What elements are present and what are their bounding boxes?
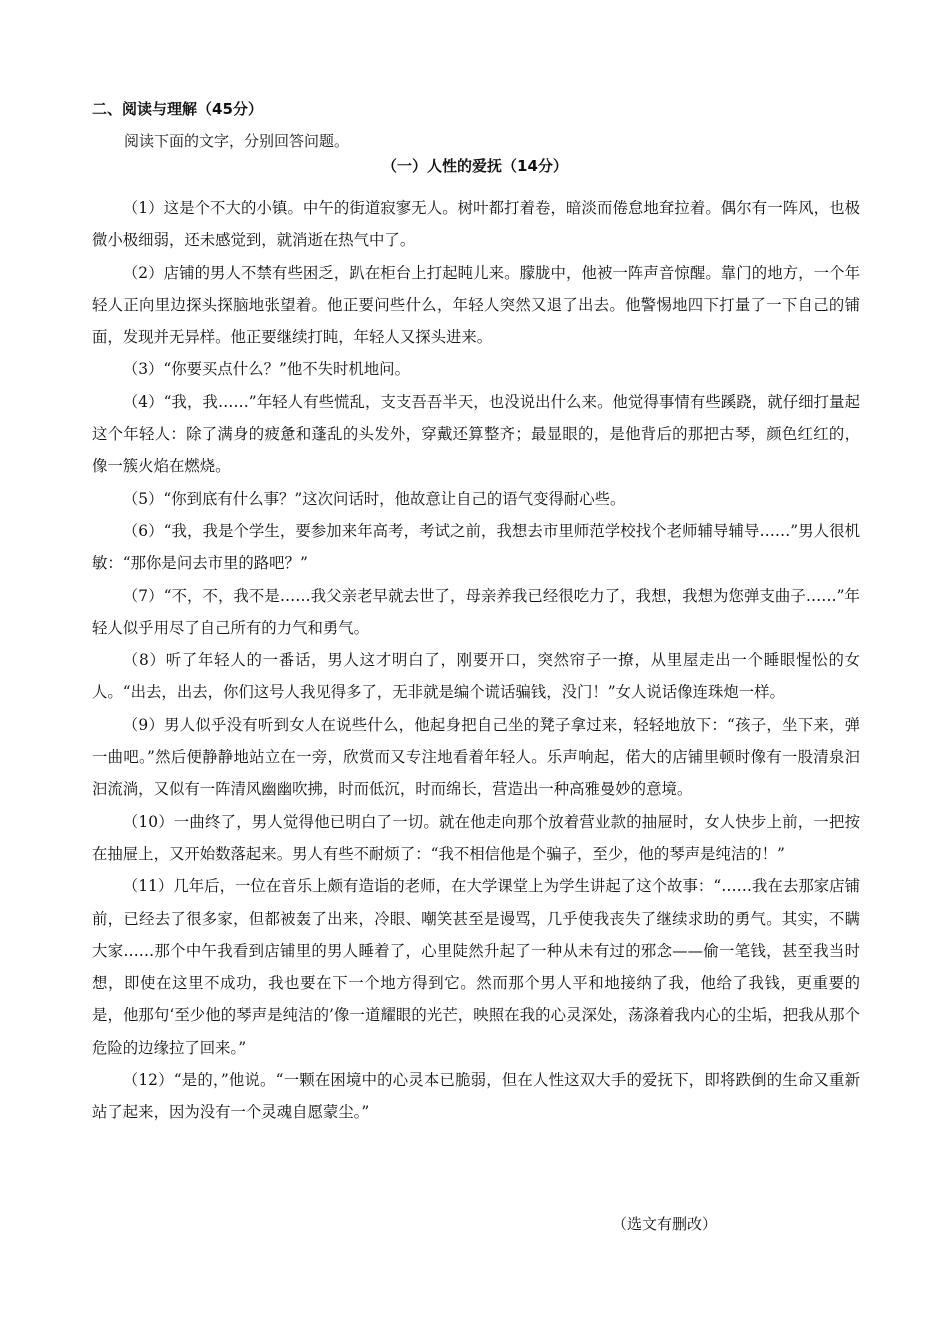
paragraph-10: （10）一曲终了，男人觉得他已明白了一切。就在他走向那个放着营业款的抽屉时，女人快步上前，一把按在抽屉上，又开始数落起来。男人有些不耐烦了：“我不相信他是个骗子，至少，他的琴声是纯洁的！” [92, 812, 860, 863]
paragraph-5: （5）“你到底有什么事？”这次问话时，他故意让自己的语气变得耐心些。 [122, 489, 626, 508]
paragraph-2: （2）店铺的男人不禁有些困乏，趴在柜台上打起盹儿来。朦胧中，他被一阵声音惊醒。靠门的地方，一个年轻人正向里边探头探脑地张望着。他正要问些什么，年轻人突然又退了出去。他警惕地四下打量了一下自己的铺面，发现并无异样。他正要继续打盹，年轻人又探头进来。 [92, 263, 860, 347]
article-body [92, 192, 860, 1129]
paragraph-4: （4）“我，我……”年轻人有些慌乱，支支吾吾半天，也没说出什么来。他觉得事情有些蹊跷，就仔细打量起这个年轻人：除了满身的疲惫和蓬乱的头发外，穿戴还算整齐；最显眼的，是他背后的那把古琴，颜色红红的，像一簇火焰在燃烧。 [92, 392, 860, 476]
section-heading: 二、阅读与理解（45分） [92, 100, 263, 118]
paragraph-8: （8）听了年轻人的一番话，男人这才明白了，刚要开口，突然帘子一撩，从里屋走出一个睡眼惺忪的女人。“出去，出去，你们这号人我见得多了，无非就是编个谎话骗钱，没门！”女人说话像连珠炮一样。 [92, 651, 860, 702]
paragraph-7: （7）“不，不，我不是……我父亲老早就去世了，母亲养我已经很吃力了，我想，我想为您弹支曲子……”年轻人似乎用尽了自己所有的力气和勇气。 [92, 586, 860, 637]
paragraph-12: （12）“是的，”他说。“一颗在困境中的心灵本已脆弱，但在人性这双大手的爱抚下，即将跌倒的生命又重新站了起来，因为没有一个灵魂自愿蒙尘。” [92, 1071, 860, 1122]
paragraph-11: （11）几年后，一位在音乐上颇有造诣的老师，在大学课堂上为学生讲起了这个故事：“……我在去那家店铺前，已经去了很多家，但都被轰了出来，冷眼、嘲笑甚至是谩骂，几乎使我丧失了继续求助的勇气。其实，不瞒大家……那个中午我看到店铺里的男人睡着了，心里陡然升起了一种从未有过的邪念——偷一笔钱，甚至我当时想，即使在这里不成功，我也要在下一个地方得到它。然而那个男人平和地接纳了我，他给了我钱，更重要的是，他那句‘至少他的琴声是纯洁的’像一道耀眼的光芒，映照在我的心灵深处，荡涤着我内心的尘垢，把我从那个危险的边缘拉了回来。” [92, 877, 860, 1057]
paragraph-1: （1）这是个不大的小镇。中午的街道寂寥无人。树叶都打着卷，暗淡而倦怠地耷拉着。偶尔有一阵风，也极微小极细弱，还未感觉到，就消逝在热气中了。 [92, 199, 860, 250]
paragraph-3: （3）“你要买点什么？”他不失时机地问。 [122, 360, 410, 379]
paragraph-6: （6）“我，我是个学生，要参加来年高考，考试之前，我想去市里师范学校找个老师辅导辅导……”男人很机敏：“那你是问去市里的路吧？” [92, 521, 860, 573]
source-note: （选文有删改） [612, 1215, 718, 1233]
article-title: （一）人性的爱抚（14分） [382, 157, 568, 175]
instruction-text: 阅读下面的文字，分别回答问题。 [124, 132, 350, 150]
paragraph-9: （9）男人似乎没有听到女人在说些什么，他起身把自己坐的凳子拿过来，轻轻地放下：“孩子，坐下来，弹一曲吧。”然后便静静地站立在一旁，欣赏而又专注地看着年轻人。乐声响起，偌大的店铺里顿时像有一股清泉汩汩流淌，又似有一阵清风幽幽吹拂，时而低沉，时而绵长，营造出一种高雅曼妙的意境。 [92, 715, 860, 799]
